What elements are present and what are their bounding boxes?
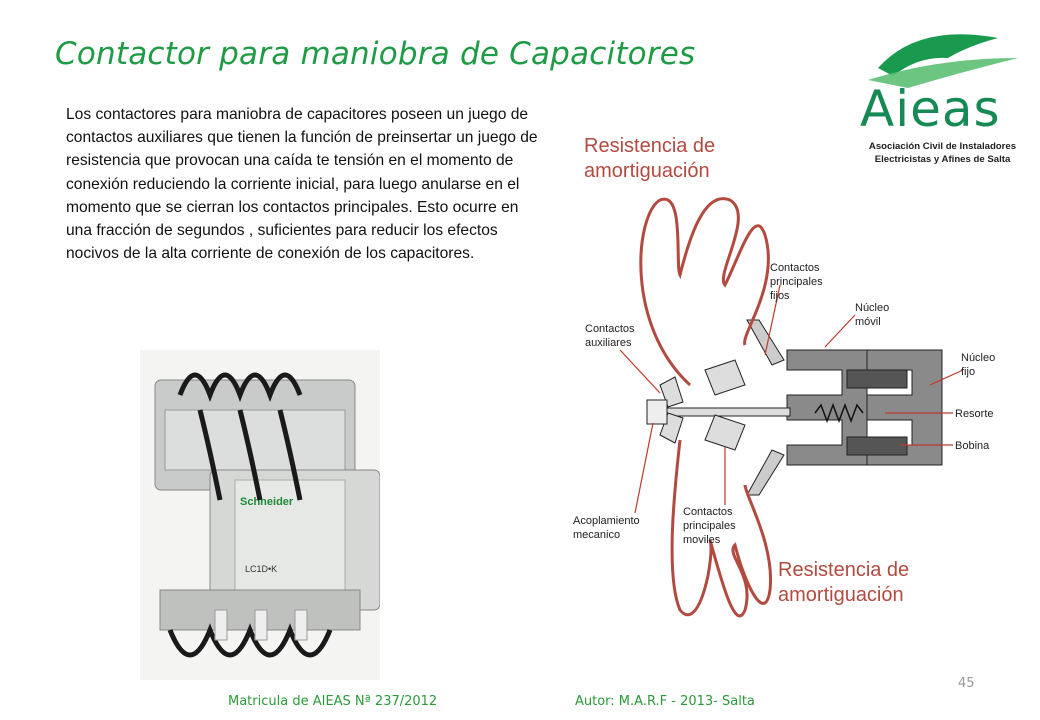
moving-contact-bottom bbox=[705, 415, 745, 450]
model-text: LC1D•K bbox=[245, 564, 278, 574]
slide-title: Contactor para maniobra de Capacitores bbox=[55, 36, 696, 72]
resistance-label-top-line1: Resistencia de bbox=[584, 135, 716, 157]
resistance-coil-top bbox=[641, 199, 769, 385]
arrow-nucleo-movil bbox=[825, 315, 855, 347]
label-contactos-auxiliares-1: Contactos bbox=[585, 323, 635, 335]
arrow-acoplamiento bbox=[635, 423, 653, 513]
resistance-label-bottom-line1: Resistencia de bbox=[778, 559, 910, 581]
label-acoplamiento-2: mecanico bbox=[573, 529, 621, 541]
mechanical-coupling bbox=[647, 400, 667, 424]
resistance-label-top bbox=[584, 134, 715, 184]
moving-contact-top bbox=[705, 360, 745, 395]
contactor-diagram bbox=[565, 195, 1025, 635]
brand-text: Schneider bbox=[240, 496, 294, 508]
label-nucleo-fijo-2: fijo bbox=[961, 366, 976, 378]
label-contactos-fijos-3: fijos bbox=[770, 290, 790, 302]
coil-lower bbox=[847, 437, 907, 455]
fixed-contact-bottom bbox=[747, 450, 784, 495]
label-acoplamiento-1: Acoplamiento bbox=[573, 515, 640, 527]
label-contactos-moviles-1: Contactos bbox=[683, 506, 733, 518]
wire-terminal-3 bbox=[295, 610, 307, 640]
page-number: 45 bbox=[958, 676, 975, 691]
footer-registration: Matricula de AIEAS Nª 237/2012 bbox=[228, 694, 438, 709]
resistance-label-bottom-line2: amortiguación bbox=[778, 584, 904, 606]
label-contactos-moviles-3: moviles bbox=[683, 534, 721, 546]
footer-author: Autor: M.A.R.F - 2013- Salta bbox=[575, 694, 755, 709]
resistance-label-top-line2: amortiguación bbox=[584, 160, 710, 182]
coil-upper bbox=[847, 370, 907, 388]
label-resorte: Resorte bbox=[955, 408, 994, 420]
contactor-photo bbox=[140, 350, 380, 680]
wire-terminal-1 bbox=[215, 610, 227, 640]
label-nucleo-movil-1: Núcleo bbox=[855, 302, 890, 314]
label-bobina: Bobina bbox=[955, 440, 990, 452]
label-contactos-fijos-1: Contactos bbox=[770, 262, 820, 274]
label-nucleo-movil-2: móvil bbox=[855, 316, 881, 328]
label-contactos-moviles-2: principales bbox=[683, 520, 736, 532]
description-paragraph: Los contactores para maniobra de capacitores poseen un juego de contactos auxiliares que tienen la función de preinsertar un juego de resistencia que provocan una caída te tensión en el momento de conexión reduciendo la corriente inicial, para luego anularse en el momento que se cierran los contactos principales. Esto ocurre en una fracción de segundos , suficientes para reducir los efectos nocivos de la alta corriente de conexión de los capacitores. bbox=[66, 106, 538, 263]
logo-subtitle-line1: Asociación Civil de Instaladores bbox=[868, 141, 1017, 152]
wire-terminal-2 bbox=[255, 610, 267, 640]
label-contactos-auxiliares-2: auxiliares bbox=[585, 337, 632, 349]
arrow-contactos-auxiliares bbox=[620, 350, 660, 393]
logo-wordmark: Aieas bbox=[860, 80, 1001, 138]
label-contactos-fijos-2: principales bbox=[770, 276, 823, 288]
label-nucleo-fijo-1: Núcleo bbox=[961, 352, 996, 364]
logo-subtitle bbox=[850, 140, 1035, 166]
contactor-top-face bbox=[165, 410, 345, 470]
logo-subtitle-line2: Electricistas y Afines de Salta bbox=[874, 154, 1011, 165]
fixed-contact-top bbox=[747, 320, 784, 365]
